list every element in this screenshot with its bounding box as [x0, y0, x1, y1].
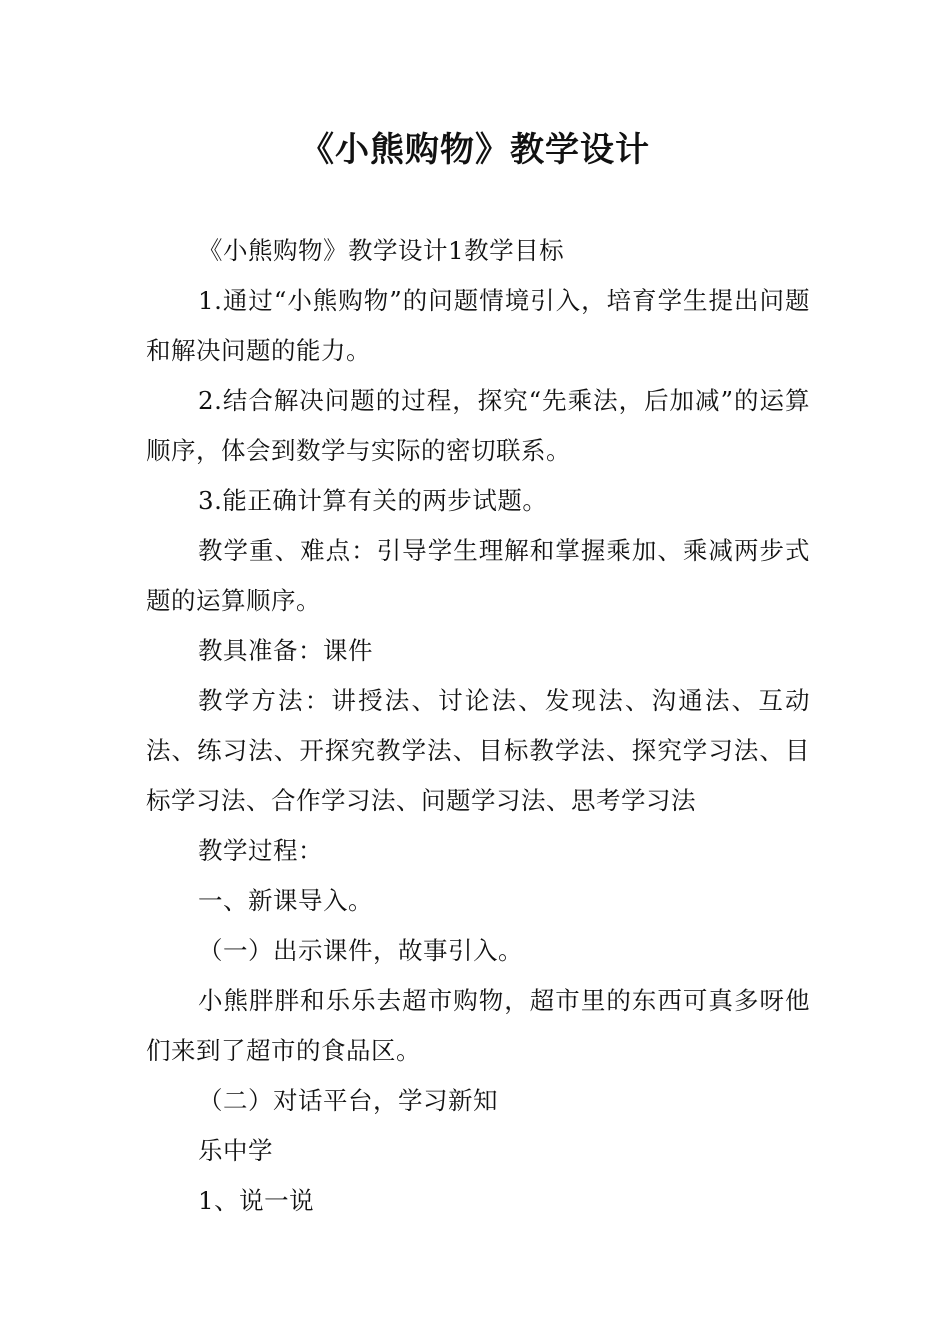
paragraph-teaching-methods: 教学方法：讲授法、讨论法、发现法、沟通法、互动法、练习法、开探究教学法、目标教学法、探究学习法、目标学习法、合作学习法、问题学习法、思考学习法: [146, 686, 810, 815]
paragraph-objective-3: 3.能正确计算有关的两步试题。: [198, 486, 548, 515]
paragraph-objective-2: 2.结合解决问题的过程，探究“先乘法，后加减”的运算顺序，体会到数学与实际的密切联系。: [146, 386, 810, 465]
paragraph-section-1: 一、新课导入。: [198, 886, 373, 915]
document-body: [146, 226, 810, 1226]
paragraph-say: 1、说一说: [198, 1186, 315, 1215]
paragraph-subsection-2: （二）对话平台，学习新知: [198, 1086, 498, 1115]
paragraph-learning: 乐中学: [198, 1136, 273, 1165]
paragraph-heading-objectives: 《小熊购物》教学设计1教学目标: [198, 236, 565, 265]
paragraph-teaching-aids: 教具准备：课件: [198, 636, 373, 665]
document-title: 《小熊购物》教学设计: [300, 130, 650, 170]
paragraph-objective-1: 1.通过“小熊购物”的问题情境引入，培育学生提出问题和解决问题的能力。: [146, 286, 810, 365]
paragraph-subsection-1: （一）出示课件，故事引入。: [198, 936, 523, 965]
paragraph-story: 小熊胖胖和乐乐去超市购物，超市里的东西可真多呀他们来到了超市的食品区。: [146, 986, 810, 1065]
paragraph-key-points: 教学重、难点：引导学生理解和掌握乘加、乘减两步式题的运算顺序。: [146, 536, 810, 615]
paragraph-teaching-process: 教学过程：: [198, 836, 323, 865]
